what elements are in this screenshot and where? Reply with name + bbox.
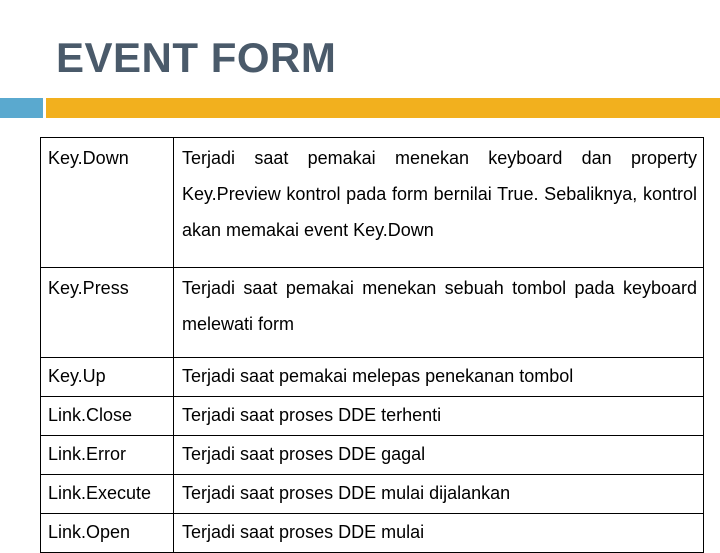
event-table [40, 137, 704, 553]
event-name: Link.Close [41, 397, 174, 436]
event-description: Terjadi saat proses DDE gagal [174, 436, 704, 475]
accent-bar-blue [0, 98, 43, 118]
event-description: Terjadi saat proses DDE mulai [174, 514, 704, 553]
table-row [41, 514, 704, 553]
table-row [41, 436, 704, 475]
event-name: Key.Up [41, 358, 174, 397]
event-description-cell [174, 268, 704, 358]
slide-title: EVENT FORM [56, 34, 337, 81]
event-description: Terjadi saat pemakai menekan keyboard dan property Key.Preview kontrol pada form bernilai True. Sebaliknya, kontrol akan memakai event Key.Down [182, 148, 697, 240]
event-description: Terjadi saat proses DDE mulai dijalankan [174, 475, 704, 514]
event-name: Key.Press [41, 268, 174, 358]
event-description: Terjadi saat pemakai menekan sebuah tombol pada keyboard melewati form [182, 278, 697, 334]
event-name: Key.Down [41, 138, 174, 268]
event-description: Terjadi saat proses DDE terhenti [174, 397, 704, 436]
event-name: Link.Error [41, 436, 174, 475]
accent-bar-gold [46, 98, 720, 118]
event-description: Terjadi saat pemakai melepas penekanan tombol [174, 358, 704, 397]
event-name: Link.Open [41, 514, 174, 553]
table-row [41, 397, 704, 436]
table-row [41, 138, 704, 268]
table-row [41, 358, 704, 397]
table-row [41, 475, 704, 514]
table-row [41, 268, 704, 358]
event-description-cell [174, 138, 704, 268]
event-name: Link.Execute [41, 475, 174, 514]
